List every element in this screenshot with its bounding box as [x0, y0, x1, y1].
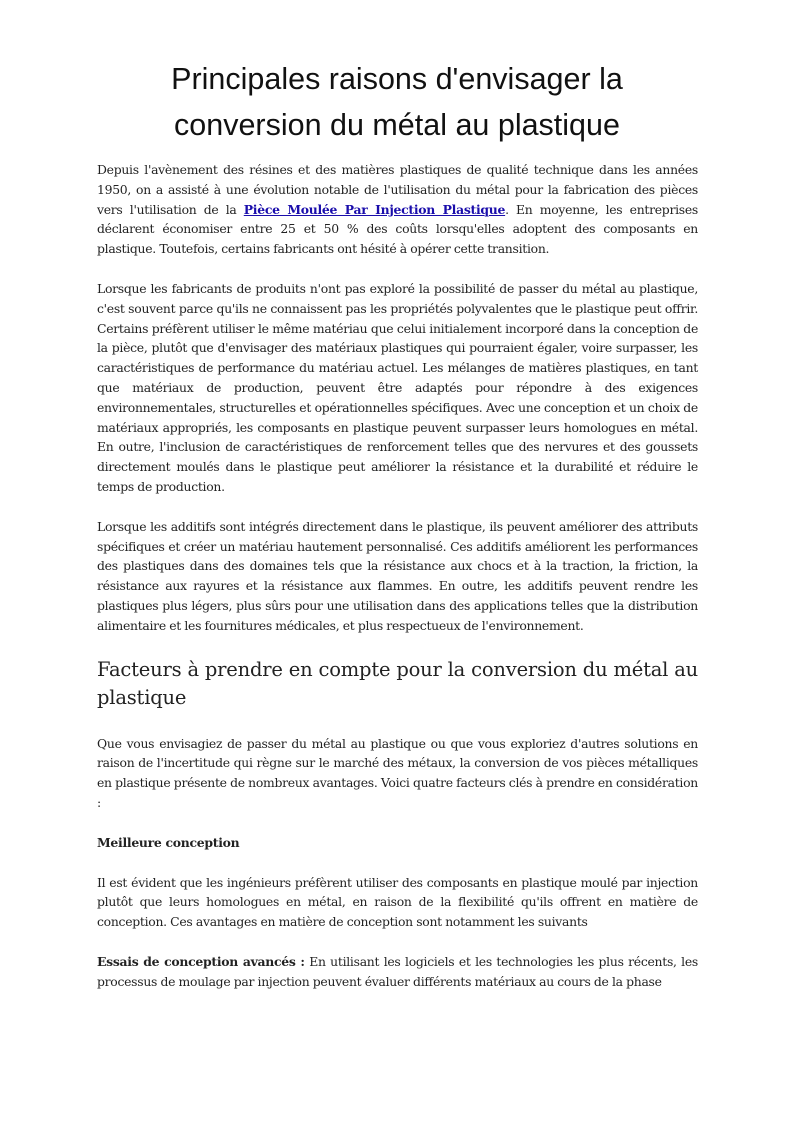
document-body	[97, 160, 698, 1012]
page-title: Principales raisons d'envisager la conversion du métal au plastique	[171, 62, 623, 142]
paragraph-factors-intro: Que vous envisagiez de passer du métal au plastique ou que vous exploriez d'autres solutions en raison de l'incertitude qui règne sur le marché des métaux, la conversion de vos pièces métalliques en plastique présente de nombreux avantages. Voici quatre facteurs clés à prendre en considération :	[97, 735, 698, 810]
advanced-testing-lead: Essais de conception avancés :	[97, 953, 305, 969]
intro-text-before-link: Depuis l'avènement des résines et des matières plastiques de qualité technique dans les années 1950, on a assisté à une évolution notable de l'utilisation du métal pour la fabrication des pièces vers l'utilisation de la	[97, 162, 698, 217]
subheading-better-design: Meilleure conception	[97, 834, 240, 850]
paragraph-advanced-testing	[97, 952, 698, 992]
paragraph-additives: Lorsque les additifs sont intégrés directement dans le plastique, ils peuvent améliorer des attributs spécifiques et créer un matériau hautement personnalisé. Ces additifs améliorent les performances des plastiques dans des domaines tels que la résistance aux chocs et à la traction, la friction, la résistance aux rayures et la résistance aux flammes. En outre, les additifs peuvent rendre les plastiques plus légers, plus sûrs pour une utilisation dans des applications telles que la distribution alimentaire et les fournitures médicales, et plus respectueux de l'environnement.	[97, 518, 698, 633]
paragraph-manufacturers: Lorsque les fabricants de produits n'ont pas exploré la possibilité de passer du métal au plastique, c'est souvent parce qu'ils ne connaissent pas les propriétés polyvalentes que le plastique peut offrir. Certains préfèrent utiliser le même matériau que celui initialement incorporé dans la conception de la pièce, plutôt que d'envisager des matériaux plastiques qui pourraient égaler, voire surpasser, les caractéristiques de performance du matériau actuel. Les mélanges de matières plastiques, en tant que matériaux de production, peuvent être adaptés pour répondre à des exigences environnementales, structurelles et opérationnelles spécifiques. Avec une conception et un choix de matériaux appropriés, les composants en plastique peuvent surpasser leurs homologues en métal. En outre, l'inclusion de caractéristiques de renforcement telles que des nervures et des goussets directement moulés dans le plastique peut améliorer la résistance et la durabilité et réduire le temps de production.	[97, 280, 698, 494]
paragraph-design-advantages: Il est évident que les ingénieurs préfèrent utiliser des composants en plastique moulé par injection plutôt que leurs homologues en métal, en raison de la flexibilité qu'ils offrent en matière de conception. Ces avantages en matière de conception sont notamment les suivants	[97, 874, 698, 930]
advanced-testing-text: En utilisant les logiciels et les technologies les plus récents, les processus de moulage par injection peuvent évaluer différents matériaux au cours de la phase	[97, 953, 698, 989]
intro-paragraph	[97, 160, 698, 259]
intro-text-after-link: . En moyenne, les entreprises déclarent économiser entre 25 et 50 % des coûts lorsqu'elles adoptent des composants en plastique. Toutefois, certains fabricants ont hésité à opérer cette transition.	[97, 201, 698, 257]
injection-molded-part-link[interactable]: Pièce Moulée Par Injection Plastique	[243, 201, 506, 217]
section-heading: Facteurs à prendre en compte pour la conversion du métal au plastique	[97, 657, 698, 709]
